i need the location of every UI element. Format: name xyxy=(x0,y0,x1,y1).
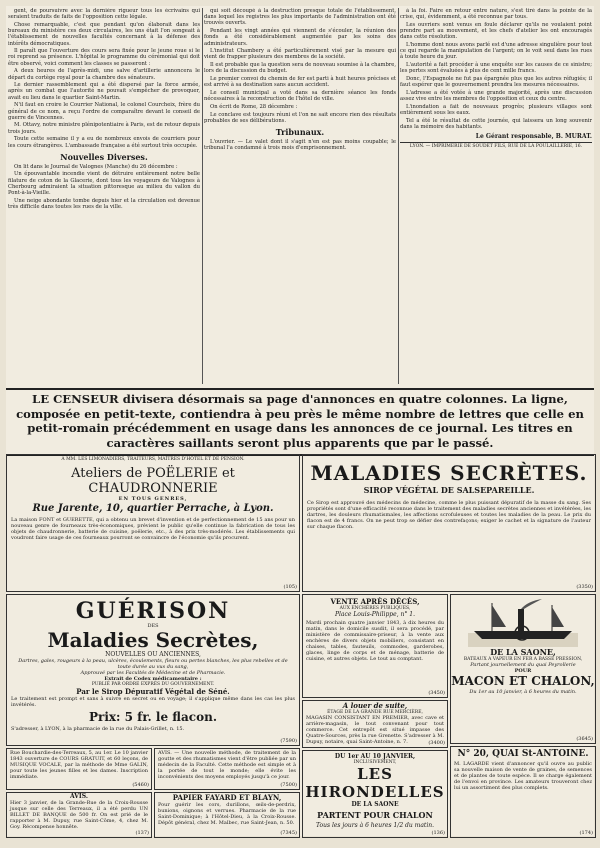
ad-title: A louer de suite, xyxy=(342,701,408,710)
article-paragraph: Donc, l'Espagnole ne fut pas épargnée plus que les autres réfugiés; il faut espérer que le gouvernement prendra les mesures nécessaires. xyxy=(400,76,592,89)
ad-price: Prix: 5 fr. le flacon. xyxy=(88,710,217,724)
article-paragraph: L'homme dont nous avons parlé est d'une adresse singulière pour tout ce qui regarde la manipulation de l'argent; on le voit seul dans les rues à toute heure du jour. xyxy=(400,42,592,61)
ad-body: Rue Bouchardie-des-Terreaux, 5, au 1er. Le 10 janvier 1843 ouverture de COURS GRATUIT, et 60 leçons, de MUSIQUE VOCALE, par la méthode de Mme GALIN, pour toute les jeunes filles et les dames. Inscription immédiate. xyxy=(10,750,148,780)
ad-sub2: PARTENT POUR CHALON xyxy=(317,810,433,820)
ad-sub: DE LA SAONE xyxy=(351,801,399,808)
ad-title: GUÉRISON xyxy=(75,598,231,624)
article-paragraph: Le premier convoi du chemin de fer est parti à huit heures précises et est arrivé à sa destination sans aucun accident. xyxy=(204,76,396,89)
ad-body: M. LAGARDE vient d'annoncer qu'il ouvre au public sa nouvelle maison de vente de graines, de semences et de plantes de toute espèce. Il se charge également de l'envoi en province. Les amateurs trouveront chez lui un assortiment des plus complets. xyxy=(454,761,592,791)
ad-poelerie xyxy=(6,454,300,592)
imprint-line: LYON. — IMPRIMERIE DE SOUDET FILS, RUE DE LA POULAILLERIE, 16. xyxy=(400,142,592,150)
article-paragraph: Un épouvantable incendie vient de détruire entièrement notre belle filature de coton de la Glacerie, dont tous les voyageurs de Valognes à Cherbourg admiraient la situation pittoresque au milieu du vallon du Pont-à-la-Vieille. xyxy=(8,171,200,197)
section-heading-nouvelles: Nouvelles Diverses. xyxy=(60,151,148,162)
ad-cours-gratuit xyxy=(6,748,152,790)
news-column-1 xyxy=(8,8,200,384)
article-paragraph: L'ouvrier. — Le valet dont il s'agit n'en est pas moins coupable; le tribunal l'a condamné à trois mois d'emprisonnement. xyxy=(204,138,396,152)
ad-address: Place Louis-Philippe, n° 1. xyxy=(334,611,416,618)
ad-number: (7500) xyxy=(280,782,297,788)
ad-title: LES HIRONDELLES xyxy=(305,765,445,801)
ad-sub: AUX ENCHÈRES PUBLIQUES, xyxy=(339,606,411,611)
ad-number: (3350) xyxy=(576,584,593,590)
column-divider xyxy=(398,8,399,384)
ad-time: Du 1er au 10 janvier, à 6 heures du matin. xyxy=(469,689,577,695)
ad-number: (3450) xyxy=(428,690,445,696)
article-paragraph: Le conseil municipal a voté dans sa dernière séance les fonds nécessaires à la reconstruction de l'hôtel de ville. xyxy=(204,89,396,103)
ad-guerison xyxy=(6,594,300,746)
ad-approved: Approuvé par les Facultés de Médecine et de Pharmacie. xyxy=(80,670,226,676)
ad-a-louer xyxy=(302,700,448,748)
ad-pre: A MM. LES LIMONADIERS, TRAITEURS, MAÎTRES D'HÔTEL ET DE PENSION. xyxy=(61,457,245,462)
article-paragraph: Une neige abondante tombe depuis hier et la circulation est devenue très difficile dans toutes les rues de la ville. xyxy=(8,197,200,210)
ad-vente-apres-deces xyxy=(302,594,448,698)
ad-body: MAGASIN CONSISTANT EN PREMIER, avec cave et arrière-magasin, le tout convenant pour tout commerce. Cet entrepôt est situé impasse des Quatre-Sources, près la rue Grenette. S'adresser à M. Dupuy, notaire, quai Saint-Antoine, n. 7. xyxy=(306,715,444,745)
ad-body: La maison FONT et GUERETTE, qui a obtenu un brevet d'invention et de perfectionnement de 15 ans pour un nouveau genre de fourneaux très-économiques, prévient le public qu'elle continue la fabrication de tous les objets de chaudronnerie, batterie de cuisine, poëlerie, etc., à des prix très-modérés. Les établissements qui voudront faire usage de ces fourneaux pourront se convaincre de l'économie qu'ils procurent. xyxy=(11,517,295,541)
article-paragraph: Le dernier rassemblement qui a été dispersé par la force armée, après un combat que l'autorité ne pouvait s'empêcher de provoquer, avait eu lieu dans le quartier Saint-Martin. xyxy=(8,82,200,101)
ad-body: Hier 3 janvier, de la Grande-Rue de la Croix-Rousse jusque sur celle des Terreaux, il a été perdu UN BILLET DE BANQUE de 500 fr. On est prié de le rapporter à M. Dupuy, rue Saint-Côme, 4, chez M. Goy. Récompense honnête. xyxy=(10,800,148,830)
ad-extract: Extrait de Codex médicamentaire : xyxy=(104,676,202,682)
article-paragraph: Les ouvriers sont venus en foule déclarer qu'ils ne voulaient point prendre part au mouvement, et les chefs d'atelier les ont encouragés dans cette résolution. xyxy=(400,21,592,41)
ad-avis-billet xyxy=(6,792,152,838)
article-paragraph: L'adresse a été votée à une grande majorité, après une discussion assez vive entre les membres de l'opposition et ceux du centre. xyxy=(400,89,592,103)
ad-line: Partant journellement du quai Peyrollerie xyxy=(470,662,576,668)
article-paragraph: L'inondation a fait de nouveaux progrès; plusieurs villages sont entièrement sous les eaux. xyxy=(400,103,592,117)
article-paragraph: Pendant les vingt années qui viennent de s'écouler, la réunion des fonds a été considérablement augmentée par les soins des administrateurs. xyxy=(204,28,396,47)
ad-pre2: INCLUSIVEMENT, xyxy=(353,760,397,765)
ad-title: Ateliers de POËLERIE et CHAUDRONNERIE xyxy=(71,466,235,496)
ad-des: DES xyxy=(147,623,159,629)
newspaper-page xyxy=(6,6,594,836)
article-paragraph: L'autorité a fait procéder à une enquête sur les causes de ce sinistre; les pertes sont évaluées à plus de cent mille francs. xyxy=(400,62,592,75)
ad-hirondelles xyxy=(302,750,448,838)
article-paragraph: qui soit découpé à la destruction presque totale de l'établissement, dans lequel les registres les plus importants de l'administration ont été trouvés ouverts. xyxy=(204,8,396,27)
ad-quai-saint-antoine xyxy=(450,746,596,838)
ad-body: Mardi prochain quatre janvier 1843, à dix heures du matin, dans le domicile susdit, il sera procédé, par ministère de commissaire-priseur, à la vente aux enchères de divers objets mobiliers, consistant en chaises, tables, fauteuils, commodes, garderobes, glaces, linge de corps et de ménage, batterie de cuisine, et autres objets. Le tout au comptant. xyxy=(306,620,444,662)
column-divider xyxy=(202,8,203,384)
ad-pub: PUBLIÉ PAR ORDRE EXPRÈS DU GOUVERNEMENT. xyxy=(91,682,215,687)
article-paragraph: M. Ottavy, notre ministre plénipotentiaire à Paris, est de retour depuis trois jours. xyxy=(8,122,200,135)
ad-number: (3645) xyxy=(576,736,593,742)
ad-body: AVIS. — Une nouvelle méthode, de traitement de la goutte et des rhumatismes vient d'être publiée par un médecin de la Faculté. Cette méthode est simple et à la portée de tout le monde; elle évite les inconvénients des moyens employés jusqu'à ce jour. xyxy=(158,750,296,780)
article-paragraph: Il paraît que l'ouverture des cours sera fixée pour le jeune roue si le roi reprend sa présence. L'hôpital le programme du cérémonial qui doit être observé, voici comment les classes se passeront : xyxy=(8,48,200,67)
ad-title: MALADIES SECRÈTES. xyxy=(310,461,588,485)
ad-maladies-secretes xyxy=(302,454,596,592)
section-heading-tribunaux: Tribunaux. xyxy=(275,126,325,137)
ad-title: VENTE APRÈS DÉCÈS, xyxy=(330,597,420,606)
ad-sub: SIROP VÉGÉTAL DE SALSEPAREILLE. xyxy=(363,485,535,495)
ad-title: DE LA SAONE, xyxy=(490,647,556,657)
news-section xyxy=(6,6,594,386)
article-paragraph: gent, de poursuivre avec la dernière rigueur tous les écrivains qui seraient traduits de faits de l'opposition cette légale. xyxy=(8,8,200,21)
gerant-signature: Le Gérant responsable, B. MURAT. xyxy=(475,133,592,141)
ad-times: Tous les jours à 6 heures 1/2 du matin. xyxy=(315,822,435,829)
article-paragraph: à la foi. Faire en retour entre nature, s'est tiré dans la pointe de la crise, qui, évidemment, a été reconnue par tous. xyxy=(400,8,592,21)
ad-number: (5460) xyxy=(132,782,149,788)
ad-title: AVIS. xyxy=(70,793,88,800)
ad-main: Maladies Secrètes, xyxy=(47,628,259,652)
ad-sub: BATEAUX A VAPEUR EN FER A BASSE PRESSION, xyxy=(463,657,583,662)
ad-line: Dartres, gales, rougeurs à la peau, ulcères, écoulements, fleurs ou pertes blanches, les plus rebelles et de toute durée au vus du sang, xyxy=(18,658,288,670)
ad-title: N° 20, QUAI St-ANTOINE. xyxy=(457,749,589,759)
ad-bateaux-saone xyxy=(450,594,596,744)
ad-sub: EN TOUS GENRES, xyxy=(118,496,188,502)
ad-address: Rue Jarente, 10, quartier Perrache, à Lyon. xyxy=(32,503,274,514)
news-column-2 xyxy=(204,8,396,384)
ad-body: Pour guérir les cors, durillons, œils-de-perdrix, bunions, oignons et verrues. Pharmacie de la rue Saint-Dominique; à l'Hôtel-Dieu, à la Croix-Rousse. Dépôt général, chez M. Malbec, rue Saint-Jean, n. 50. xyxy=(158,802,296,826)
article-paragraph: On lit dans le Journal de Valognes (Manche) du 26 décembre : xyxy=(14,163,178,170)
article-paragraph: L'institut Chambery a été particulièrement visé par la mesure qui vient de frapper plusieurs des membres de la société. xyxy=(204,48,396,61)
article-paragraph: Toute cette semaine il y a eu de nombreux envois de courriers pour les cours étrangères. L'ambassade française a été surtout très occupée. xyxy=(8,136,200,149)
article-paragraph: Chose remarquable, c'est que pendant qu'on élaborait dans les bureaux du ministère ces deux circulaires, les uns était l'on songeait à l'établissement de nouvelles facultés concernant à la défense des intérêts démocratiques. xyxy=(8,21,200,47)
article-paragraph: On écrit de Rome, 28 décembre : xyxy=(210,103,298,110)
censeur-notice: LE CENSEUR divisera désormais sa page d'annonces en quatre colonnes. La ligne, composée en petit-texte, contiendra à peu près le même nombre de lettres que celle en petit-romain précédemment en usage dans les annonces de ce journal. Les titres en caractères saillants seront plus apparents que par le passé. xyxy=(6,388,594,456)
ad-desc: Le traitement est prompt et sans à suivre en secret ou en voyage; il s'applique même dans les cas les plus invétérés. xyxy=(11,696,295,708)
ad-number: (7590) xyxy=(280,738,297,744)
steamboat-icon xyxy=(468,595,578,647)
ad-number: (3400) xyxy=(428,740,445,746)
ad-number: (136) xyxy=(431,830,445,836)
ad-sub: NOUVELLES OU ANCIENNES, xyxy=(105,651,201,658)
ad-product: Par le Sirop Dépuratif Végétal de Séné. xyxy=(76,687,230,696)
ad-city: MACON ET CHALON, xyxy=(451,674,595,688)
ad-title: PAPIER FAYARD ET BLAYN, xyxy=(172,793,282,802)
news-column-3 xyxy=(400,8,592,384)
ad-depot: S'adresser, à LYON, à la pharmacie de la rue du Palais-Grillet, n. 15. xyxy=(11,726,185,732)
ad-papier-fayard xyxy=(154,792,300,838)
ad-number: (137) xyxy=(135,830,149,836)
ad-pour: POUR xyxy=(514,668,532,674)
ad-number: (174) xyxy=(579,830,593,836)
article-paragraph: Il est probable que la question sera de nouveau soumise à la chambre, lors de la discussion du budget. xyxy=(204,62,396,75)
article-paragraph: Le conclave est toujours réuni et l'on ne sait encore rien des résultats probables de ses délibérations. xyxy=(204,111,396,124)
article-paragraph: N'il faut en croire le Courrier National, le colonel Courcheix, frère du général de ce nom, a reçu l'ordre de comparaître devant le conseil de guerre de Vincennes. xyxy=(8,102,200,121)
ad-avis-goutte xyxy=(154,748,300,790)
ad-body: Ce Sirop est approuvé des médecins de médecine, comme le plus puissant dépuratif de la masse du sang. Ses propriétés sont d'une efficacité reconnue dans le traitement des maladies secrètes anciennes et invétérées, les dartres, les douleurs rhumatismales, les affections scrofuleuses et toutes les maladies de la peau. Le prix du flacon est de 4 francs. On ne peut trop se défier des contrefaçons; exiger le cachet et la signature de l'auteur sur chaque flacon. xyxy=(307,500,591,530)
ad-sub: ÉTAGE DE LA GRANDE RUE MERCIÈRE, xyxy=(327,710,423,715)
article-paragraph: Tel a été le résultat de cette journée, qui laissera un long souvenir dans la mémoire des habitants. xyxy=(400,117,592,130)
article-paragraph: A deux heures de l'après-midi, une salve d'artillerie annoncera le départ du cortège royal pour la chambre des sénateurs. xyxy=(8,68,200,81)
ad-number: (105) xyxy=(283,584,297,590)
ad-pre: DU 1er AU 10 JANVIER, xyxy=(334,753,416,760)
advertisements-section xyxy=(6,454,594,836)
ad-number: (7345) xyxy=(280,830,297,836)
